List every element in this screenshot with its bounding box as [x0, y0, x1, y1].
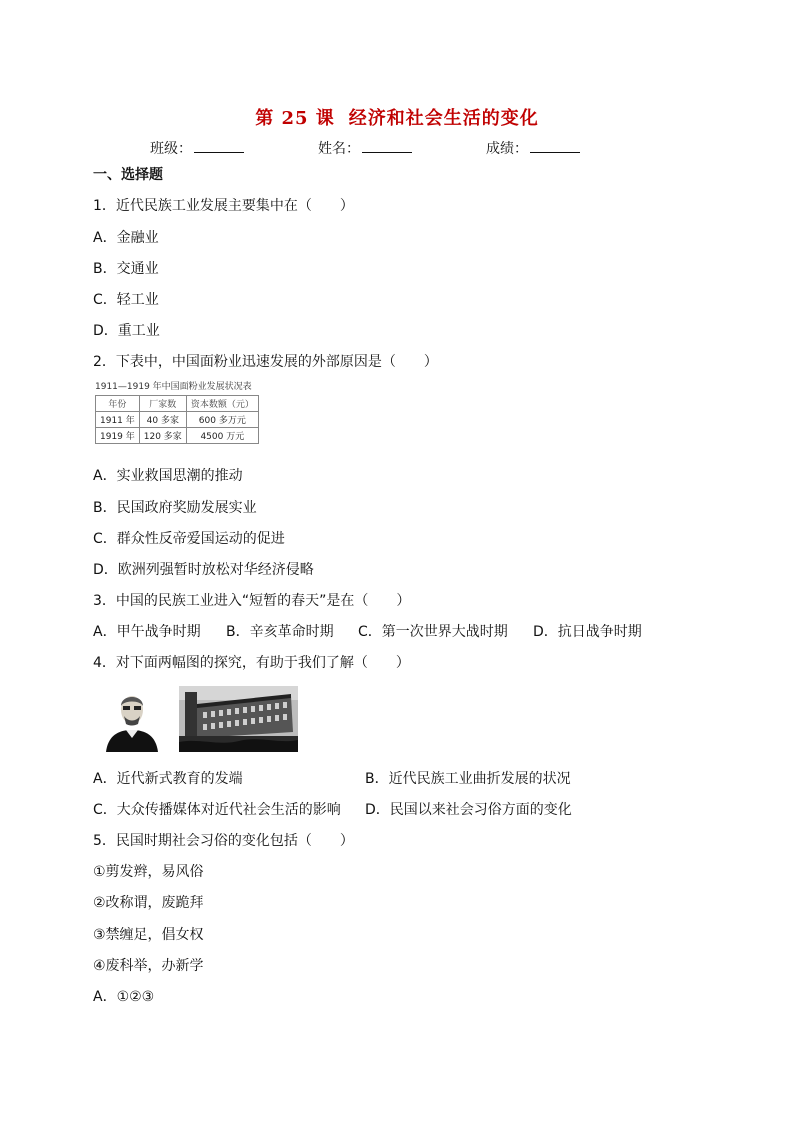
q2-table: [95, 395, 259, 444]
q2-table-figure: [95, 381, 291, 447]
table-row: [96, 428, 259, 444]
q2-table-caption: 1911—1919 年中国面粉业发展状况表: [95, 382, 252, 392]
table-cell: 1911 年: [96, 412, 140, 428]
q4-option-a[interactable]: A．近代新式教育的发端: [93, 771, 243, 787]
factory-photo: [179, 686, 298, 752]
q1-stem: 1．近代民族工业发展主要集中在（ ）: [93, 198, 354, 214]
q2-option-a[interactable]: A．实业救国思潮的推动: [93, 468, 243, 484]
class-blank[interactable]: [194, 138, 244, 153]
q2-option-b[interactable]: B．民国政府奖励发展实业: [93, 500, 257, 516]
lesson-topic: 经济和社会生活的变化: [348, 108, 539, 129]
q1-option-c[interactable]: C．轻工业: [93, 292, 159, 308]
table-row: [96, 412, 259, 428]
table-cell: 1919 年: [96, 428, 140, 444]
q1-option-a[interactable]: A．金融业: [93, 230, 159, 246]
class-field: 班级：: [150, 138, 244, 158]
q3-option-d[interactable]: D．抗日战争时期: [533, 624, 642, 640]
q5-stem: 5．民国时期社会习俗的变化包括（ ）: [93, 833, 354, 849]
q4-option-b[interactable]: B．近代民族工业曲折发展的状况: [365, 771, 571, 787]
q5-option-a[interactable]: A．①②③: [93, 989, 155, 1005]
q5-item-4: ④废科举，办新学: [93, 958, 204, 974]
table-header-cell: 年份: [96, 396, 140, 412]
q2-option-d[interactable]: D．欧洲列强暂时放松对华经济侵略: [93, 562, 314, 578]
name-field: 姓名：: [318, 138, 412, 158]
q2-option-c[interactable]: C．群众性反帝爱国运动的促进: [93, 531, 285, 547]
q3-option-b[interactable]: B．辛亥革命时期: [226, 624, 334, 640]
table-cell: 40 多家: [139, 412, 186, 428]
score-field: 成绩：: [486, 138, 580, 158]
table-header-cell: 厂家数: [139, 396, 186, 412]
page-title: [0, 104, 794, 130]
score-blank[interactable]: [530, 138, 580, 153]
q5-item-1: ①剪发辫，易风俗: [93, 864, 204, 880]
q3-stem: 3．中国的民族工业进入“短暂的春天”是在（ ）: [93, 593, 411, 609]
q4-option-c[interactable]: C．大众传播媒体对近代社会生活的影响: [93, 802, 341, 818]
q5-item-3: ③禁缠足，倡女权: [93, 927, 204, 943]
lesson-number: 第 25 课: [255, 108, 335, 129]
q5-item-2: ②改称谓，废跪拜: [93, 895, 204, 911]
table-cell: 4500 万元: [186, 428, 258, 444]
table-cell: 120 多家: [139, 428, 186, 444]
q4-stem: 4．对下面两幅图的探究，有助于我们了解（ ）: [93, 655, 410, 671]
portrait-photo: [104, 686, 160, 752]
table-header-row: [96, 396, 259, 412]
table-header-cell: 资本数额（元）: [186, 396, 258, 412]
name-blank[interactable]: [362, 138, 412, 153]
q4-option-d[interactable]: D．民国以来社会习俗方面的变化: [365, 802, 572, 818]
q3-option-c[interactable]: C．第一次世界大战时期: [358, 624, 508, 640]
q1-option-d[interactable]: D．重工业: [93, 323, 160, 339]
section-heading: 一、选择题: [93, 167, 163, 183]
q1-option-b[interactable]: B．交通业: [93, 261, 159, 277]
q3-option-a[interactable]: A．甲午战争时期: [93, 624, 201, 640]
table-cell: 600 多万元: [186, 412, 258, 428]
q2-stem: 2．下表中，中国面粉业迅速发展的外部原因是（ ）: [93, 354, 438, 370]
